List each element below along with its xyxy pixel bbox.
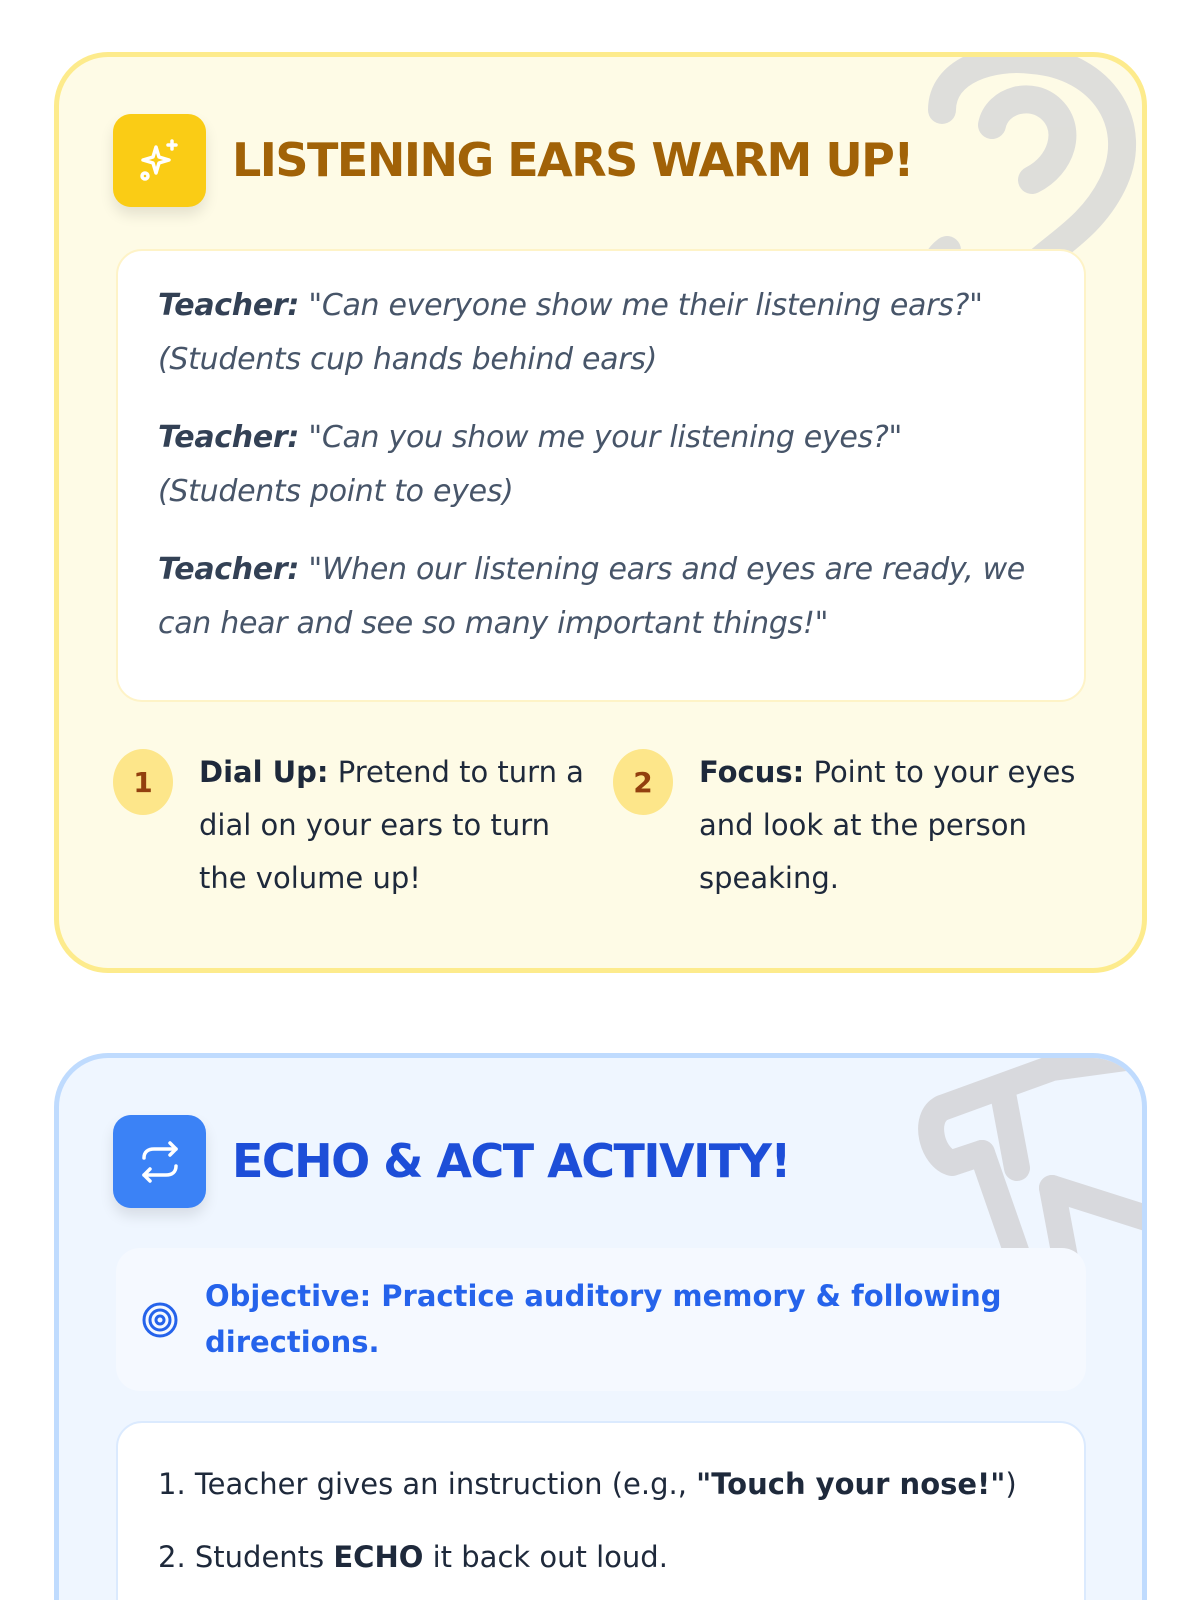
dialog-line — [158, 543, 1044, 651]
dialog-text: "When our listening ears and eyes are ready, we can hear and see so many important things!" — [158, 552, 1025, 641]
step-number-badge: 1 — [113, 749, 173, 815]
warmup-card — [54, 52, 1147, 973]
echo-card — [54, 1053, 1147, 1600]
step-suffix: ) — [1005, 1467, 1017, 1501]
teacher-script — [116, 249, 1086, 702]
step-heading: Dial Up: — [199, 755, 329, 789]
activity-steps — [116, 1421, 1086, 1600]
sparkles-icon — [113, 114, 206, 207]
target-icon — [141, 1301, 179, 1339]
step-number-badge: 2 — [613, 749, 673, 815]
step-body: Pretend to turn a dial on your ears to turn the volume up! — [199, 755, 584, 895]
step-heading: Focus: — [699, 755, 805, 789]
step-suffix: it back out loud. — [423, 1540, 668, 1574]
dialog-text: "Can everyone show me their listening ears?" (Students cup hands behind ears) — [158, 288, 983, 377]
dialog-line — [158, 279, 1044, 387]
step-text — [199, 746, 591, 905]
step-text — [699, 746, 1091, 905]
warmup-steps — [113, 749, 1103, 919]
objective-callout — [116, 1248, 1086, 1391]
speaker-label: Teacher: — [158, 420, 300, 455]
dialog-line — [158, 411, 1044, 519]
speaker-label: Teacher: — [158, 288, 300, 323]
repeat-icon — [113, 1115, 206, 1208]
objective-text: Objective: Practice auditory memory & following directions. — [205, 1279, 1002, 1359]
step-emphasis: "Touch your nose!" — [696, 1467, 1006, 1501]
step-prefix: 1. Teacher gives an instruction (e.g., — [158, 1467, 697, 1501]
step-body: Point to your eyes and look at the person speaking. — [699, 755, 1076, 895]
echo-title: ECHO & ACT ACTIVITY! — [232, 1134, 790, 1188]
step-emphasis: ECHO — [333, 1540, 424, 1574]
list-item — [158, 1461, 1044, 1507]
speaker-label: Teacher: — [158, 552, 300, 587]
warmup-title: LISTENING EARS WARM UP! — [232, 133, 913, 187]
step-prefix: 2. Students — [158, 1540, 334, 1574]
dialog-text: "Can you show me your listening eyes?" (Students point to eyes) — [158, 420, 903, 509]
list-item — [158, 1534, 1044, 1580]
